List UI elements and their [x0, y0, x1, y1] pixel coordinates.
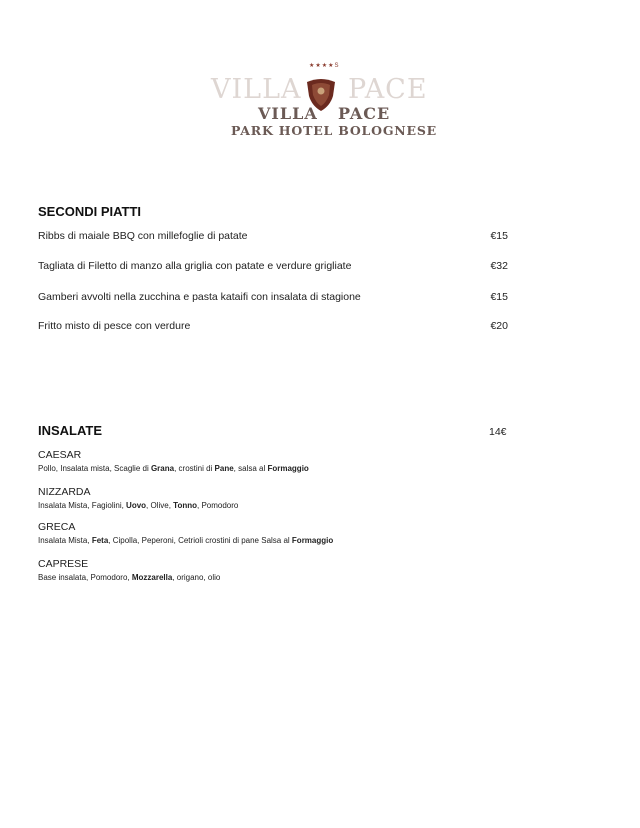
logo-stars: ★★★★S [309, 63, 340, 69]
menu-item-price: €15 [490, 230, 508, 242]
logo-brand-left: VILLA [258, 104, 318, 123]
menu-item-name: Tagliata di Filetto di manzo alla griglia con patate e verdure grigliate [38, 260, 352, 272]
menu-item-name: Fritto misto di pesce con verdure [38, 320, 191, 332]
salad-name: NIZZARDA [38, 486, 91, 498]
menu-item-price: €20 [490, 320, 508, 332]
salad-description: Insalata Mista, Feta, Cipolla, Peperoni, Cetrioli crostini di pane Salsa al Formaggio [38, 536, 334, 545]
menu-item-name: Gamberi avvolti nella zucchina e pasta kataifi con insalata di stagione [38, 291, 361, 303]
menu-item [38, 230, 508, 246]
menu-item [38, 260, 508, 276]
salad-description: Insalata Mista, Fagiolini, Uovo, Olive, Tonno, Pomodoro [38, 501, 239, 510]
salad-description: Pollo, Insalata mista, Scaglie di Grana, crostini di Pane, salsa al Formaggio [38, 464, 309, 473]
logo-brand-right: PACE [338, 104, 391, 123]
logo-subtitle: PARK HOTEL BOLOGNESE [231, 123, 438, 138]
salad-name: CAPRESE [38, 558, 89, 570]
section-title-insalate: INSALATE [38, 423, 103, 438]
logo-watermark-left: VILLA [211, 74, 302, 105]
salad-name: GRECA [38, 521, 76, 533]
salad-description: Base insalata, Pomodoro, Mozzarella, origano, olio [38, 573, 221, 582]
hotel-logo [205, 62, 438, 142]
salad-name: CAESAR [38, 449, 82, 461]
insalate-price: 14€ [489, 426, 507, 438]
menu-item [38, 291, 508, 307]
menu-item-name: Ribbs di maiale BBQ con millefoglie di patate [38, 230, 248, 242]
logo-watermark-right: PACE [348, 74, 428, 105]
menu-item [38, 320, 508, 336]
menu-item-price: €15 [490, 291, 508, 303]
section-title-secondi: SECONDI PIATTI [38, 204, 142, 219]
menu-item-price: €32 [490, 260, 508, 272]
